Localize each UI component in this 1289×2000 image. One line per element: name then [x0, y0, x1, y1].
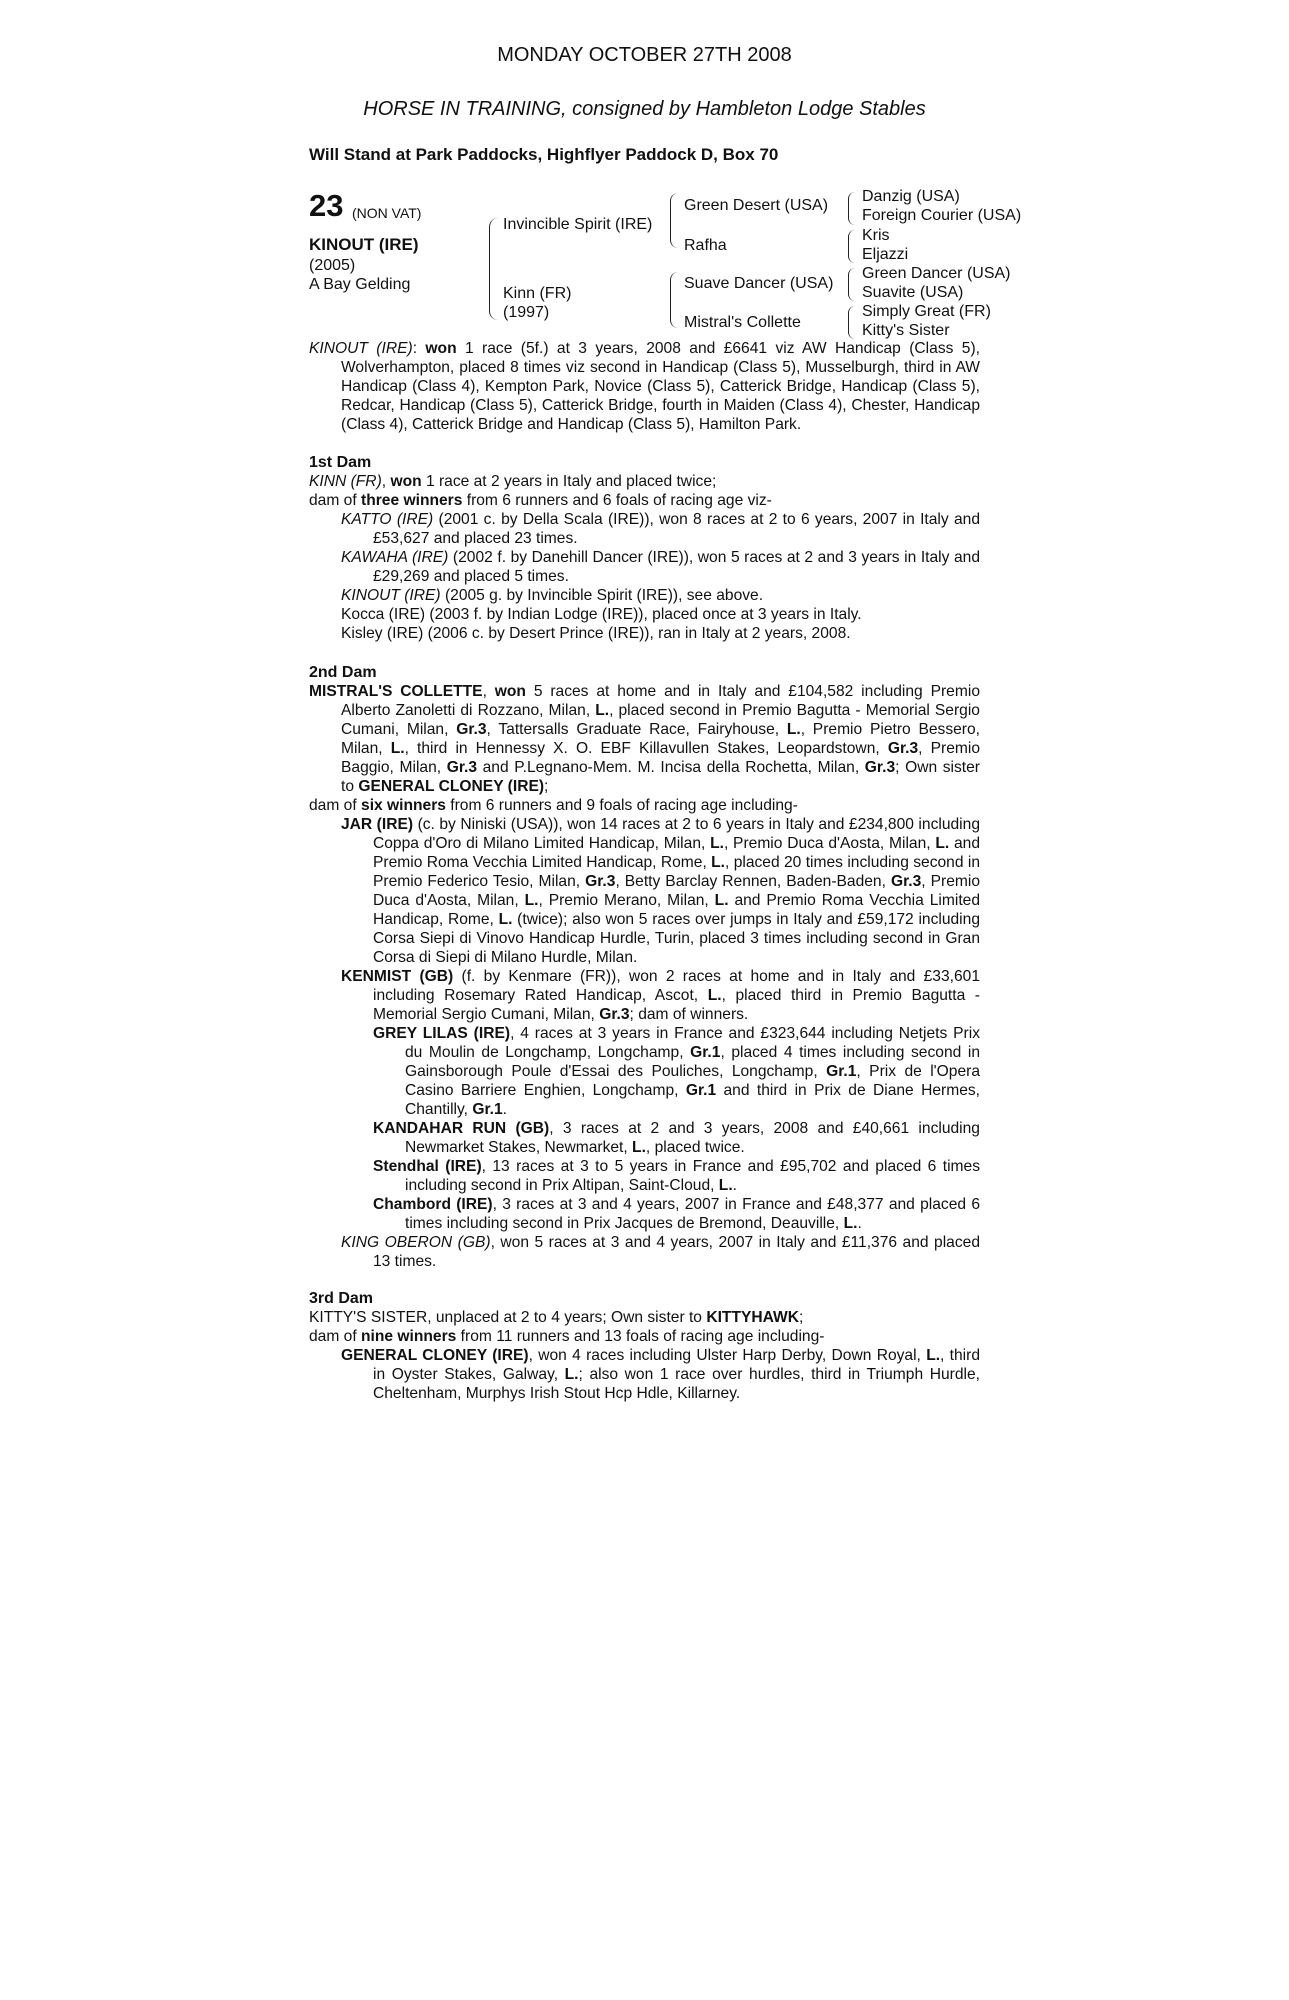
pedigree-brace: [848, 230, 855, 263]
sale-date: MONDAY OCTOBER 27TH 2008: [497, 44, 792, 66]
own-sister-name: KITTYHAWK: [706, 1309, 800, 1326]
produce-text: from 6 runners and 6 foals of racing age viz-: [462, 492, 772, 509]
record-text: , won 4 races including Ulster Harp Derby, Down Royal,: [528, 1347, 927, 1364]
pedigree-brace: [848, 306, 855, 339]
produce-count: six winners: [361, 797, 446, 814]
listed-label: L.: [710, 835, 724, 852]
record-text: , Premio Duca d'Aosta, Milan,: [723, 835, 936, 852]
listed-label: L.: [595, 702, 610, 719]
listed-label: L.: [935, 835, 950, 852]
lot-number: 23: [309, 188, 344, 223]
pedigree-sire: Invincible Spirit (IRE): [503, 216, 653, 233]
record-text: ;: [544, 778, 549, 795]
pedigree-dam-year: (1997): [503, 304, 550, 321]
offspring-name: KENMIST (GB): [341, 968, 454, 985]
record-text: .: [732, 1177, 737, 1194]
produce-text: from 11 runners and 13 foals of racing age including-: [456, 1328, 825, 1345]
record-text: and P.Legnano-Mem. M. Incisa della Rochetta, Milan,: [477, 759, 865, 776]
record-text: , placed second in Premio Bagutta - Memorial Sergio Cumani, Milan,: [341, 702, 980, 738]
produce-text: from 6 runners and 9 foals of racing age including-: [445, 797, 798, 814]
pedigree-gen3: Kris: [862, 227, 890, 244]
racing-text: 1 race (5f.) at 3 years, 2008 and £6641 viz AW Handicap (Class 5), Wolverhampton, placed 8 times viz second in Handicap (Class 5), Musselburgh, third in AW Handicap (Class 4), Kempton Park, Novice (Class 5), Catterick Bridge, Handicap (Class 5), Redcar, Handicap (Class 5), Catterick Bridge, fourth in Maiden (Class 4), Chester, Handicap (Class 4), Catterick Bridge and Handicap (Class 5), Hamilton Park.: [341, 340, 981, 433]
record-text: , Premio Baggio, Milan,: [341, 740, 980, 776]
record-text: and Premio Roma Vecchia Limited Handicap, Rome,: [373, 892, 981, 928]
own-sister-name: GENERAL CLONEY (IRE): [358, 778, 545, 795]
record-text: (twice); also won 5 races over jumps in Italy and £59,172 including Corsa Siepi di Vinovo Handicap Hurdle, Turin, placed 3 times including second in Gran Corsa di Siepi di Milano Hurdle, Milan.: [373, 911, 980, 966]
pedigree-brace: [670, 272, 678, 328]
pedigree-gen3: Suavite (USA): [862, 284, 964, 301]
record-text: ; dam of winners.: [629, 1006, 749, 1023]
record-text: , 4 races at 3 years in France and £323,644 including Netjets Prix du Moulin de Longchamp, Longchamp,: [405, 1025, 980, 1061]
won-label: won: [494, 683, 526, 700]
record-text: , placed 20 times including second in Premio Federico Tesio, Milan,: [373, 854, 981, 890]
first-dam-name: KINN (FR): [309, 473, 382, 490]
pedigree-dam: Kinn (FR): [503, 285, 572, 302]
third-dam-heading: 3rd Dam: [309, 1290, 374, 1307]
group-label: Gr.3: [864, 759, 896, 776]
pedigree-gen2: Green Desert (USA): [684, 197, 829, 214]
group-label: Gr.3: [446, 759, 478, 776]
consignment-line: HORSE IN TRAINING, consigned by Hambleton Lodge Stables: [363, 98, 926, 120]
offspring-name: Chambord (IRE): [373, 1196, 493, 1213]
record-text: (f. by Kenmare (FR)), won 2 races at home and in Italy and £33,601 including Rosemary Rated Handicap, Ascot,: [373, 968, 981, 1004]
group-label: Gr.1: [685, 1082, 717, 1099]
record-text: .: [502, 1101, 507, 1118]
offspring-name: KANDAHAR RUN (GB): [373, 1120, 550, 1137]
third-dam-section: [309, 1289, 980, 1403]
produce-count: three winners: [361, 492, 463, 509]
record-text: , 3 races at 3 and 4 years, 2007 in France and £48,377 and placed 6 times including second in Prix Jacques de Bremond, Deauville,: [405, 1196, 980, 1232]
group-label: Gr.3: [456, 721, 487, 738]
record-text: ;: [799, 1309, 804, 1326]
record-text: , Tattersalls Graduate Race, Fairyhouse,: [486, 721, 787, 738]
group-label: Gr.3: [585, 873, 616, 890]
first-dam-heading: 1st Dam: [309, 454, 372, 471]
record-text: , won 5 races at 3 and 4 years, 2007 in Italy and £11,376 and placed 13 times.: [373, 1234, 980, 1270]
record-text: ; also won 1 race over hurdles, third in Triumph Hurdle, Cheltenham, Murphys Irish Stout Hcp Hdle, Killarney.: [373, 1366, 980, 1402]
group-label: Gr.1: [826, 1063, 857, 1080]
record-text: , Prix de l'Opera Casino Barriere Enghien, Longchamp,: [405, 1063, 980, 1099]
record-text: , third in Oyster Stakes, Galway,: [373, 1347, 981, 1383]
pedigree-brace: [670, 193, 678, 248]
second-dam-name: MISTRAL'S COLLETTE: [309, 683, 483, 700]
pedigree-gen2: Rafha: [684, 237, 727, 254]
won-label: won: [425, 340, 457, 357]
offspring-name: GENERAL CLONEY (IRE): [341, 1347, 529, 1364]
offspring-text: Kocca (IRE) (2003 f. by Indian Lodge (IRE)), placed once at 3 years in Italy.: [341, 606, 862, 623]
record-text: KITTY'S SISTER, unplaced at 2 to 4 years; Own sister to: [309, 1309, 707, 1326]
second-dam-section: 2nd Dam MISTRAL'S COLLETTE, won 5 races at home and in Italy and £104,582 including Premio Alberto Zanoletti di Rozzano, Milan, L., placed second in Premio Bagutta - Memorial Sergio Cumani, Milan, Gr.3, Tattersalls Graduate Race, Fairyhouse, L., Premio Pietro Bessero, Milan, L., third in Hennessy X. O. EBF Killavullen Stakes, Leopardstown, Gr.3, Premio Baggio, Milan, Gr.3 and P.Legnano-Mem. M. Incisa della Rochetta, Milan, Gr.3; Own sister to GENERAL CLONEY (IRE); dam of six winners from 6 runners and 9 foals of racing age including- JAR (IRE) (c. by Niniski (USA)), won 14 races at 2 to 6 years in Italy and £234,800 including Coppa d'Oro di Milano Limited Handicap, Milan, L., Premio Duca d'Aosta, Milan, L. and Premio Roma Vecchia Limited Handicap, Rome, L., placed 20 times including second in Premio Federico Tesio, Milan, Gr.3, Betty Barclay Rennen, Baden-Baden, Gr.3, Premio Duca d'Aosta, Milan, L., Premio Merano, Milan, L. and Premio Roma Vecchia Limited Handicap, Rome, L. (twice); also won 5 races over jumps in Italy and £59,172 including Corsa Siepi di Vinovo Handicap Hurdle, Turin, placed 3 times including second in Gran Corsa di Siepi di Milano Hurdle, Milan. KENMIST (GB) (f. by Kenmare (FR)), won 2 races at home and in Italy and £33,601 including Rosemary Rated Handicap, Ascot, L., placed third in Premio Bagutta - Memorial Sergio Cumani, Milan, Gr.3; dam of winners. GREY LILAS (IRE), 4 races at 3 years in France and £323,644 including Netjets Prix du Moulin de Longchamp, Longchamp, Gr.1, placed 4 times including second in Gainsborough Poule d'Essai des Pouliches, Longchamp, Gr.1, Prix de l'Opera Casino Barriere Enghien, Longchamp, Gr.1 and third in Prix de Diane Hermes, Chantilly, Gr.1. KANDAHAR RUN (GB), 3 races at 2 and 3 years, 2008 and £40,661 including Newmarket Stakes, Newmarket, L., placed twice. Stendhal (IRE), 13 races at 3 to 5 years in France and £95,702 and placed 6 times including second in Prix Altipan, Saint-Cloud, L.. Chambord (IRE), 3 races at 3 and 4 years, 2007 in France and £48,377 and placed 6 times including second in Prix Jacques de Bremond, Deauville, L.. KING OBERON (GB), won 5 races at 3 and 4 years, 2007 in Italy and £11,376 and placed 13 times.: [309, 664, 981, 1270]
horse-year: (2005): [309, 257, 356, 274]
offspring-name: GREY LILAS (IRE): [373, 1025, 511, 1042]
record-text: , 3 races at 2 and 3 years, 2008 and £40,661 including Newmarket Stakes, Newmarket,: [405, 1120, 980, 1156]
horse-name: KINOUT (IRE): [309, 235, 419, 254]
listed-label: L.: [926, 1347, 941, 1364]
won-label: won: [390, 473, 422, 490]
group-label: Gr.3: [890, 873, 922, 890]
offspring-name: Stendhal (IRE): [373, 1158, 482, 1175]
offspring-text: (2005 g. by Invincible Spirit (IRE)), see above.: [440, 587, 764, 604]
produce-text: dam of: [309, 1328, 362, 1345]
record-text: , placed 4 times including second in Gainsborough Poule d'Essai des Pouliches, Longchamp,: [405, 1044, 980, 1080]
listed-label: L.: [390, 740, 405, 757]
produce-text: dam of: [309, 492, 362, 509]
pedigree-brace: [489, 218, 498, 320]
offspring-text: (2002 f. by Danehill Dancer (IRE)), won 5 races at 2 and 3 years in Italy and £29,269 and placed 5 times.: [373, 549, 980, 585]
record-text: .: [857, 1215, 862, 1232]
pedigree-gen3: Simply Great (FR): [862, 303, 991, 320]
group-label: Gr.1: [690, 1044, 721, 1061]
record-text: , third in Hennessy X. O. EBF Killavullen Stakes, Leopardstown,: [404, 740, 888, 757]
pedigree-brace: [848, 268, 855, 301]
record-text: and Premio Roma Vecchia Limited Handicap, Rome,: [373, 835, 980, 871]
listed-label: L.: [524, 892, 539, 909]
listed-label: L.: [786, 721, 801, 738]
record-text: , Betty Barclay Rennen, Baden-Baden,: [615, 873, 891, 890]
offspring-name: KATTO (IRE): [341, 511, 434, 528]
pedigree-gen3: Danzig (USA): [862, 188, 960, 205]
pedigree-gen3: Eljazzi: [862, 246, 909, 263]
offspring-name: KAWAHA (IRE): [341, 549, 449, 566]
listed-label: L.: [714, 892, 729, 909]
vat-status: (NON VAT): [352, 205, 422, 221]
produce-count: nine winners: [361, 1328, 457, 1345]
record-text: , placed third in Premio Bagutta - Memorial Sergio Cumani, Milan,: [373, 987, 981, 1023]
record-text: (c. by Niniski (USA)), won 14 races at 2 to 6 years in Italy and £234,800 including Coppa d'Oro di Milano Limited Handicap, Milan,: [373, 816, 980, 852]
first-dam-summary: 1 race at 2 years in Italy and placed twice;: [421, 473, 717, 490]
stand-location: Will Stand at Park Paddocks, Highflyer Paddock D, Box 70: [309, 145, 779, 164]
listed-label: L.: [632, 1139, 646, 1156]
pedigree-gen2: Mistral's Collette: [684, 314, 801, 331]
pedigree-gen3: Green Dancer (USA): [862, 265, 1011, 282]
pedigree-gen2: Suave Dancer (USA): [684, 275, 834, 292]
record-text: , 13 races at 3 to 5 years in France and £95,702 and placed 6 times including second in Prix Altipan, Saint-Cloud,: [405, 1158, 981, 1194]
group-label: Gr.1: [472, 1101, 503, 1118]
offspring-name: KINOUT (IRE): [341, 587, 441, 604]
record-text: 5 races at home and in Italy and £104,582 including Premio Alberto Zanoletti di Rozzano, Milan,: [341, 683, 980, 719]
pedigree-gen3: Foreign Courier (USA): [862, 207, 1022, 224]
listed-label: L.: [718, 1177, 733, 1194]
racing-horse-name: KINOUT (IRE): [309, 340, 413, 357]
group-label: Gr.3: [599, 1006, 630, 1023]
second-dam-heading: 2nd Dam: [309, 664, 377, 681]
listed-label: L.: [711, 854, 726, 871]
group-label: Gr.3: [887, 740, 919, 757]
record-text: ; Own sister to: [341, 759, 980, 795]
record-text: , Premio Pietro Bessero, Milan,: [341, 721, 980, 757]
first-dam-section: 1st Dam KINN (FR), won 1 race at 2 years in Italy and placed twice; dam of three winners from 6 runners and 6 foals of racing age viz- KATTO (IRE) (2001 c. by Della Scala (IRE)), won 8 races at 2 to 6 years, 2007 in Italy and £53,627 and placed 23 times. KAWAHA (IRE) (2002 f. by Danehill Dancer (IRE)), won 5 races at 2 and 3 years in Italy and £29,269 and placed 5 times. KINOUT (IRE) (2005 g. by Invincible Spirit (IRE)), see above. Kocca (IRE) (2003 f. by Indian Lodge (IRE)), placed once at 3 years in Italy. Kisley (IRE) (2006 c. by Desert Prince (IRE)), ran in Italy at 2 years, 2008.: [309, 454, 980, 642]
offspring-text: Kisley (IRE) (2006 c. by Desert Prince (IRE)), ran in Italy at 2 years, 2008.: [341, 625, 851, 642]
offspring-text: (2001 c. by Della Scala (IRE)), won 8 races at 2 to 6 years, 2007 in Italy and £53,627 and placed 23 times.: [373, 511, 980, 547]
record-text: , Premio Duca d'Aosta, Milan,: [373, 873, 980, 909]
offspring-name: JAR (IRE): [341, 816, 414, 833]
listed-label: L.: [843, 1215, 858, 1232]
racing-record: KINOUT (IRE): won 1 race (5f.) at 3 years, 2008 and £6641 viz AW Handicap (Class 5), Wolverhampton, placed 8 times viz second in Handicap (Class 5), Musselburgh, third in AW Handicap (Class 4), Kempton Park, Novice (Class 5), Catterick Bridge, Handicap (Class 5), Redcar, Handicap (Class 5), Catterick Bridge, fourth in Maiden (Class 4), Chester, Handicap (Class 4), Catterick Bridge and Handicap (Class 5), Hamilton Park.: [309, 340, 981, 433]
listed-label: L.: [564, 1366, 579, 1383]
horse-description: A Bay Gelding: [309, 276, 411, 293]
listed-label: L.: [498, 911, 513, 928]
pedigree-gen3: Kitty's Sister: [862, 322, 950, 339]
pedigree-brace: [848, 192, 855, 225]
listed-label: L.: [707, 987, 722, 1004]
produce-text: dam of: [309, 797, 362, 814]
record-text: and third in Prix de Diane Hermes, Chantilly,: [405, 1082, 980, 1118]
record-text: , Premio Merano, Milan,: [538, 892, 715, 909]
offspring-name: KING OBERON (GB): [341, 1234, 491, 1251]
record-text: , placed twice.: [645, 1139, 745, 1156]
